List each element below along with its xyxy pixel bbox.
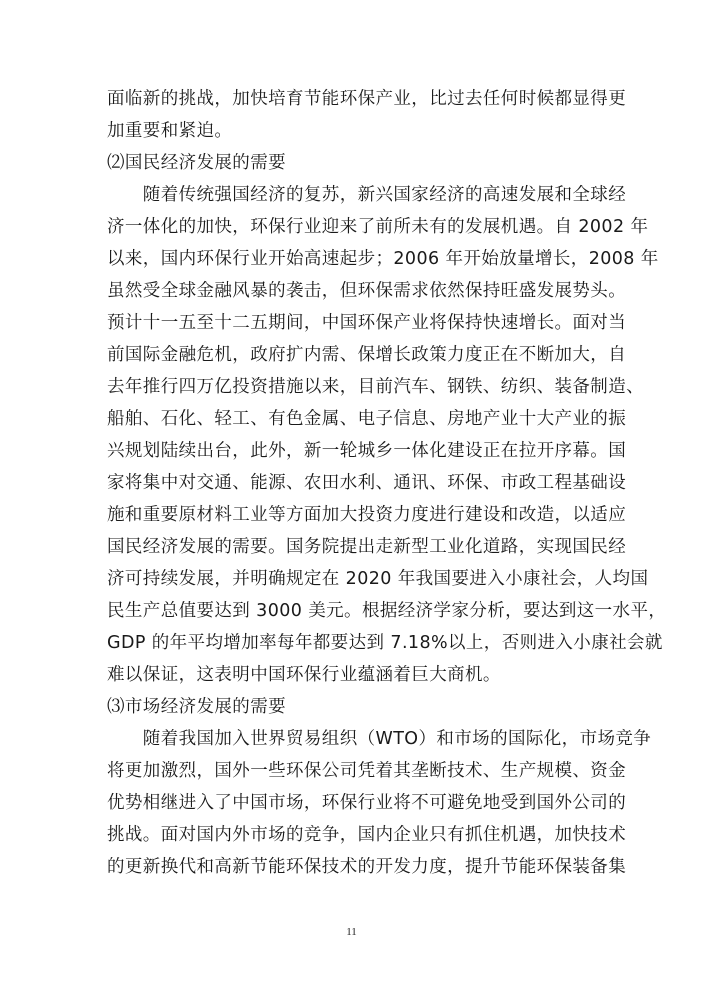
text-line: 济一体化的加快，环保行业迎来了前所未有的发展机遇。自 2002 年 (107, 217, 649, 237)
text-line: 前国际金融危机，政府扩内需、保增长政策力度正在不断加大，自 (107, 345, 627, 365)
text-line: 将更加激烈，国外一些环保公司凭着其垄断技术、生产规模、资金 (107, 761, 627, 781)
text-line: 施和重要原材料工业等方面加大投资力度进行建设和改造，以适应 (107, 505, 627, 525)
text-line: 优势相继进入了中国市场，环保行业将不可避免地受到国外公司的 (107, 793, 627, 813)
text-line: 虽然受全球金融风暴的袭击，但环保需求依然保持旺盛发展势头。 (107, 281, 627, 301)
text-line: 船舶、石化、轻工、有色金属、电子信息、房地产业十大产业的振 (107, 409, 627, 429)
text-line: 随着传统强国经济的复苏，新兴国家经济的高速发展和全球经 (107, 185, 627, 205)
text-line: 的更新换代和高新节能环保技术的开发力度，提升节能环保装备集 (107, 857, 627, 877)
text-line: 民生产总值要达到 3000 美元。根据经济学家分析，要达到这一水平， (107, 601, 667, 621)
text-line: 家将集中对交通、能源、农田水利、通讯、环保、市政工程基础设 (107, 473, 627, 493)
section-heading: ⑵国民经济发展的需要 (107, 153, 286, 173)
text-line: GDP 的年平均增加率每年都要达到 7.18%以上，否则进入小康社会就 (107, 633, 663, 653)
text-line: 预计十一五至十二五期间，中国环保产业将保持快速增长。面对当 (107, 313, 627, 333)
text-line: 兴规划陆续出台，此外，新一轮城乡一体化建设正在拉开序幕。国 (107, 441, 627, 461)
text-line: 以来，国内环保行业开始高速起步；2006 年开始放量增长，2008 年 (107, 249, 659, 269)
text-line: 挑战。面对国内外市场的竞争，国内企业只有抓住机遇，加快技术 (107, 825, 627, 845)
text-line: 难以保证，这表明中国环保行业蕴涵着巨大商机。 (107, 665, 501, 685)
text-line: 面临新的挑战，加快培育节能环保产业，比过去任何时候都显得更 (107, 89, 627, 109)
text-line: 去年推行四万亿投资措施以来，目前汽车、钢铁、纺织、装备制造、 (107, 377, 644, 397)
section-heading: ⑶市场经济发展的需要 (107, 697, 286, 717)
text-line: 加重要和紧迫。 (107, 121, 233, 141)
page-number: 11 (346, 926, 357, 938)
text-line: 济可持续发展，并明确规定在 2020 年我国要进入小康社会，人均国 (107, 569, 649, 589)
text-line: 国民经济发展的需要。国务院提出走新型工业化道路，实现国民经 (107, 537, 627, 557)
text-line: 随着我国加入世界贸易组织（WTO）和市场的国际化，市场竞争 (107, 729, 652, 749)
